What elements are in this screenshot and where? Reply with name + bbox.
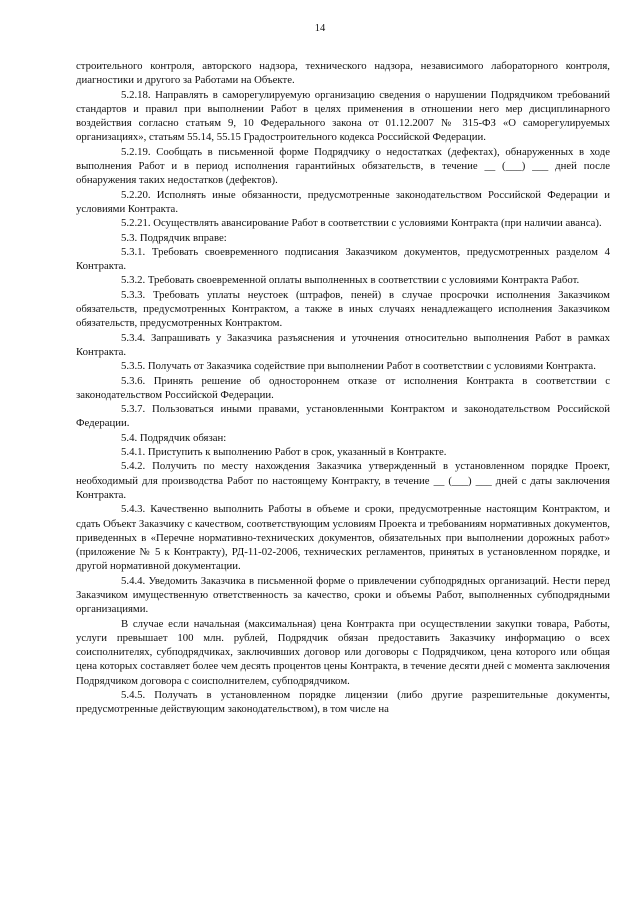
paragraph: 5.3.5. Получать от Заказчика содействие при выполнении Работ в соответствии с условиями Контракта. <box>121 360 596 373</box>
paragraph: В случае если начальная (максимальная) цена Контракта при осуществлении закупки товара, Работы, услуги превышает 100 млн. рублей, Подрядчик обязан предоставить Заказчику информацию о всех соисполнителях, субподрядчиках, заключивших договор или договоры с Подрядчиком, цена которого или общая цена которых составляет более чем десять процентов цены Контракта, в течение десяти дней с момента заключения Подрядчиком договора с соисполнителем, субподрядчиком. <box>76 617 610 687</box>
paragraph: 5.4. Подрядчик обязан: <box>121 431 227 444</box>
paragraph: 5.2.20. Исполнять иные обязанности, предусмотренные законодательством Российской Федерации и условиями Контракта. <box>76 188 610 215</box>
paragraph: 5.4.2. Получить по месту нахождения Заказчика утвержденный в установленном порядке Проект, необходимый для производства Работ по настоящему Контракту, в течение __ (___) ___ дней с даты заключения Контракта. <box>76 460 610 501</box>
paragraph: строительного контроля, авторского надзора, технического надзора, независимого лабораторного контроля, диагностики и другого за Работами на Объекте. <box>76 60 610 87</box>
paragraph: 5.3.1. Требовать своевременного подписания Заказчиком документов, предусмотренных разделом 4 Контракта. <box>76 245 610 273</box>
paragraph: 5.4.1. Приступить к выполнению Работ в срок, указанный в Контракте. <box>121 446 447 459</box>
paragraph: 5.4.4. Уведомить Заказчика в письменной форме о привлечении субподрядных организаций. Нести перед Заказчиком имущественную ответственность за качество, сроки и объемы Работ, выполненных субподрядными организациями. <box>76 574 610 616</box>
paragraph: 5.3.7. Пользоваться иными правами, установленными Контрактом и законодательством Российской Федерации. <box>76 403 610 430</box>
paragraph: 5.4.3. Качественно выполнить Работы в объеме и сроки, предусмотренные настоящим Контрактом, и сдать Объект Заказчику с качеством, соответствующим условиям Проекта и требованиям нормативных документов, приведенных в «Перечне нормативно-технических документов, обязательных при выполнении дорожных работ» (приложение № 5 к Контракту), РД-11-02-2006, технических регламентов, принятых в установленном порядке, и другой нормативной документации. <box>76 503 610 573</box>
paragraph: 5.3. Подрядчик вправе: <box>121 231 227 244</box>
paragraph: 5.3.2. Требовать своевременной оплаты выполненных в соответствии с условиями Контракта Работ. <box>121 274 580 287</box>
paragraph: 5.3.6. Принять решение об одностороннем отказе от исполнения Контракта в соответствии с законодательством Российской Федерации. <box>76 374 610 401</box>
paragraph: 5.2.18. Направлять в саморегулируемую организацию сведения о нарушении Подрядчиком требований стандартов и правил при выполнении Работ в целях применения в отношении него мер дисциплинарного воздействия согласно статьям 9, 10 Федерального закона от 01.12.2007 № 315-ФЗ «О саморегулируемых организациях», статьям 55.14, 55.15 Градостроительного кодекса Российской Федерации. <box>76 88 610 144</box>
page-number: 14 <box>314 23 326 34</box>
paragraph: 5.4.5. Получать в установленном порядке лицензии (либо другие разрешительные документы, предусмотренные действующим законодательством), в том числе на <box>76 689 610 716</box>
paragraph: 5.3.3. Требовать уплаты неустоек (штрафов, пеней) в случае просрочки исполнения Заказчиком обязательств, предусмотренных Контрактом, а также в иных случаях ненадлежащего исполнения Заказчиком обязательств, предусмотренных Контрактом. <box>76 288 610 330</box>
document-body <box>76 59 610 717</box>
paragraph: 5.2.21. Осуществлять авансирование Работ в соответствии с условиями Контракта (при наличии аванса). <box>121 217 602 230</box>
paragraph: 5.2.19. Сообщать в письменной форме Подрядчику о недостатках (дефектах), обнаруженных в ходе выполнения Работ и в период исполнения гарантийных обязательств, в течение __ (___) ___ дней после обнаружения таких недостатков (дефектов). <box>76 145 610 187</box>
paragraph: 5.3.4. Запрашивать у Заказчика разъяснения и уточнения относительно выполнения Работ в рамках Контракта. <box>76 331 610 358</box>
